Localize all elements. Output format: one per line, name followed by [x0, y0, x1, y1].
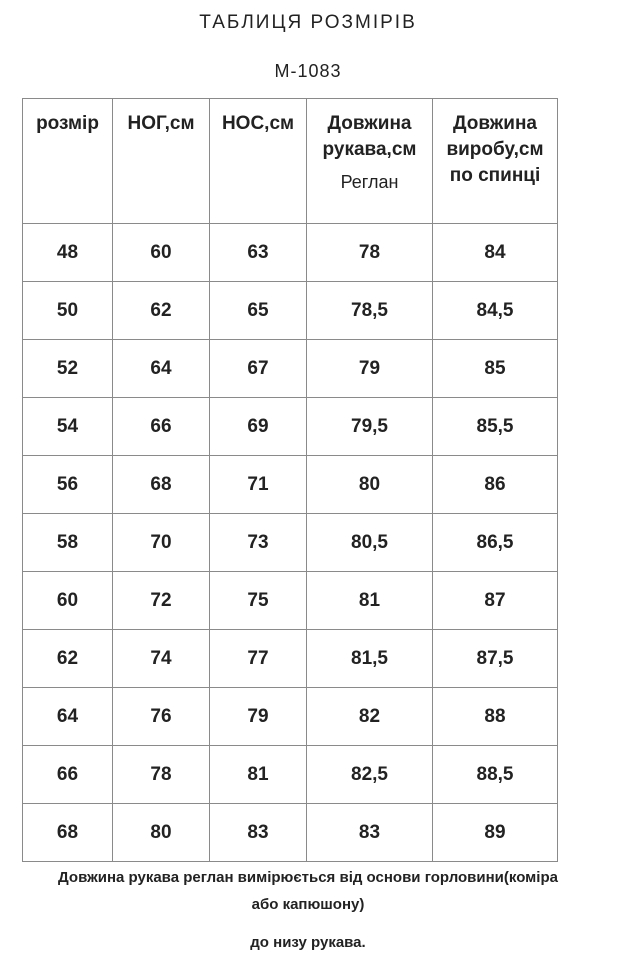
cell-nos: 83 [210, 804, 307, 862]
header-sleeve-label: Довжина рукава,см [322, 113, 417, 160]
cell-sleeve-length: 81,5 [307, 630, 433, 688]
model-number: М-1083 [274, 61, 342, 81]
cell-product-length: 84,5 [433, 282, 558, 340]
cell-sleeve-length: 80 [307, 456, 433, 514]
cell-nog: 64 [113, 340, 210, 398]
header-sleeve-sub: Реглан [340, 172, 399, 192]
note-line-3: до низу рукава. [250, 934, 366, 951]
table-row [23, 456, 558, 514]
cell-size: 52 [23, 340, 113, 398]
table-row [23, 224, 558, 282]
cell-nog: 70 [113, 514, 210, 572]
table-row [23, 282, 558, 340]
cell-product-length: 88,5 [433, 746, 558, 804]
cell-product-length: 84 [433, 224, 558, 282]
cell-nos: 63 [210, 224, 307, 282]
cell-size: 60 [23, 572, 113, 630]
cell-sleeve-length: 82,5 [307, 746, 433, 804]
cell-size: 62 [23, 630, 113, 688]
cell-product-length: 88 [433, 688, 558, 746]
cell-size: 50 [23, 282, 113, 340]
note-line-2: або капюшону) [251, 896, 365, 913]
header-size: розмір [23, 99, 113, 224]
cell-size: 66 [23, 746, 113, 804]
cell-sleeve-length: 80,5 [307, 514, 433, 572]
cell-product-length: 87,5 [433, 630, 558, 688]
cell-nos: 65 [210, 282, 307, 340]
note-line-1: Довжина рукава реглан вимірюється від основи горловини(коміра [58, 869, 558, 886]
cell-nog: 72 [113, 572, 210, 630]
header-nos: НОС,см [210, 99, 307, 224]
table-row [23, 746, 558, 804]
cell-nog: 66 [113, 398, 210, 456]
cell-nos: 77 [210, 630, 307, 688]
table-row [23, 572, 558, 630]
cell-sleeve-length: 78,5 [307, 282, 433, 340]
header-sleeve-length [307, 99, 433, 224]
cell-size: 48 [23, 224, 113, 282]
cell-nog: 80 [113, 804, 210, 862]
cell-product-length: 86 [433, 456, 558, 514]
cell-size: 64 [23, 688, 113, 746]
header-product-length: Довжина виробу,см по спинці [433, 99, 558, 224]
cell-nos: 79 [210, 688, 307, 746]
cell-size: 68 [23, 804, 113, 862]
cell-nog: 78 [113, 746, 210, 804]
cell-sleeve-length: 81 [307, 572, 433, 630]
table-row [23, 398, 558, 456]
cell-product-length: 86,5 [433, 514, 558, 572]
cell-size: 56 [23, 456, 113, 514]
cell-nos: 67 [210, 340, 307, 398]
cell-nog: 62 [113, 282, 210, 340]
cell-sleeve-length: 79 [307, 340, 433, 398]
cell-nog: 68 [113, 456, 210, 514]
cell-product-length: 85,5 [433, 398, 558, 456]
cell-nog: 60 [113, 224, 210, 282]
cell-nos: 71 [210, 456, 307, 514]
table-row [23, 340, 558, 398]
table-header-row [23, 99, 558, 224]
cell-sleeve-length: 78 [307, 224, 433, 282]
size-table [22, 98, 558, 862]
cell-product-length: 87 [433, 572, 558, 630]
header-nog: НОГ,см [113, 99, 210, 224]
cell-nos: 69 [210, 398, 307, 456]
cell-size: 58 [23, 514, 113, 572]
cell-sleeve-length: 83 [307, 804, 433, 862]
page-title: ТАБЛИЦЯ РОЗМІРІВ [199, 12, 417, 33]
cell-nos: 81 [210, 746, 307, 804]
table-row [23, 804, 558, 862]
table-row [23, 630, 558, 688]
cell-sleeve-length: 82 [307, 688, 433, 746]
cell-size: 54 [23, 398, 113, 456]
cell-nos: 73 [210, 514, 307, 572]
cell-product-length: 85 [433, 340, 558, 398]
cell-nog: 76 [113, 688, 210, 746]
table-row [23, 688, 558, 746]
cell-sleeve-length: 79,5 [307, 398, 433, 456]
cell-nog: 74 [113, 630, 210, 688]
cell-nos: 75 [210, 572, 307, 630]
table-row [23, 514, 558, 572]
cell-product-length: 89 [433, 804, 558, 862]
